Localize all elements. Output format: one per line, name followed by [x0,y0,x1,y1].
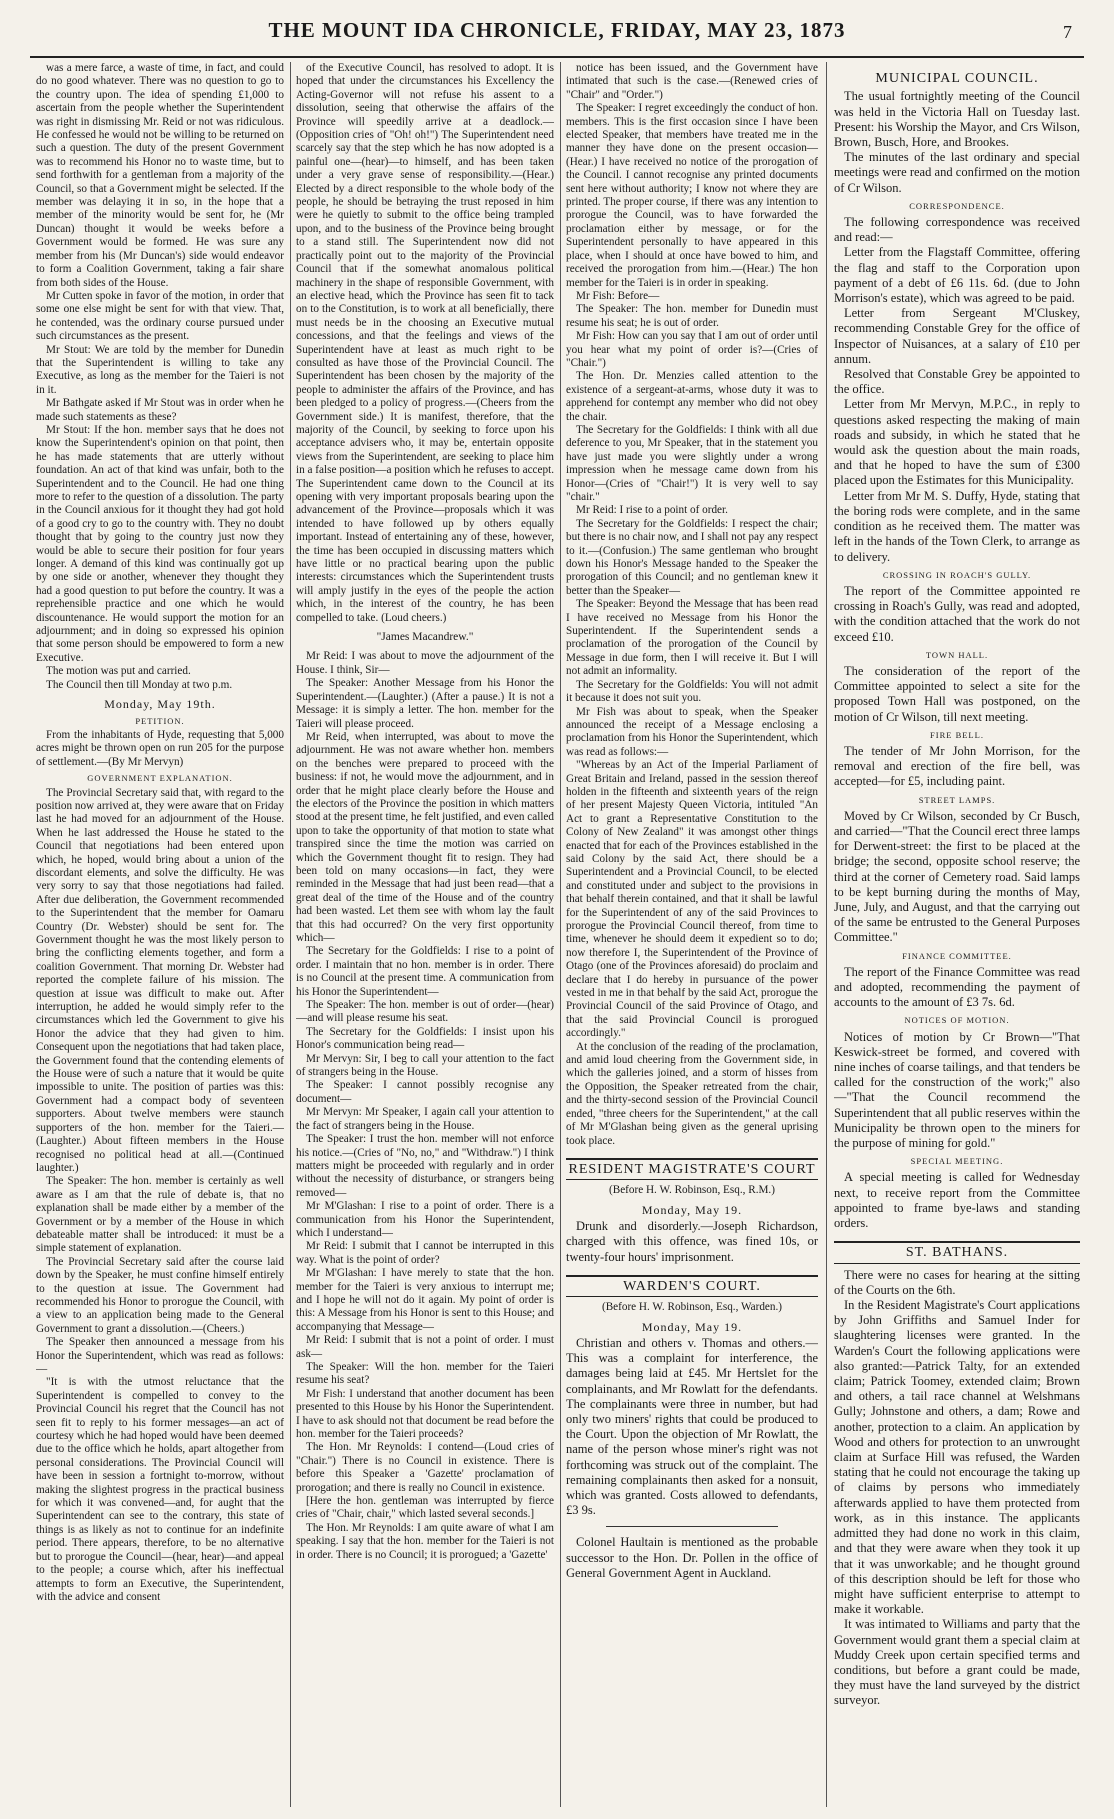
paragraph: Mr Fish: Before— [576,289,660,302]
column-1 [36,62,284,1807]
paragraph: The Secretary for the Goldfields: I think with all due deference to you, Mr Speaker, that in the statement you have just made you were slightly under a wrong impression when he message came down from his Honor—(Cries of "Chair!") It is very well to say "chair." [566,423,818,503]
paragraph: Letter from the Flagstaff Committee, offering the flag and staff to the Corporation upon payment of a debt of £6 11s. 6d. (due to John Morrison's estate), which was agreed to be paid. [834,245,1080,306]
court-report [566,1336,818,1518]
paragraph: was a mere farce, a waste of time, in fact, and could do no good whatever. There was no question to go to the country upon. The idea of spending £1,000 to ascertain from the people whether the Superintendent was right in dismissing Mr. Reid or not was ridiculous. He confessed he would not be willing to be returned on such a question. The duty of the present Government was to recommend his Honor no to waste time, but to send forthwith for a gentleman from a majority of the Council, so that a Government might be selected. If the member was delaying it in so, in the hope that a member of the minority would be sent for, he (Mr Duncan) thought it would be weeks before a Government would be formed. He was sure any member from his (Mr Duncan's) side would endeavor to form a Coalition Government, taking a fair share from both sides of the House. [36,62,284,289]
paragraph: Mr Reid, when interrupted, was about to move the adjournment. He was not aware whether hon. members on the benches were prepared to proceed with the business: if not, he would move the adjournment, and in order that he might place clearly before the House and the electors of the Province the position in which matters stood at the present time, he felt justified, and even called upon to take the opportunity of that motion to state what transpired since the time the motion was carried on which the Government thought fit to resign. They had been told on many occasions—in fact, they were reminded in the Message that had just been read—that a great deal of the time of the House and of the country had been wasted. Let them see with whom lay the fault that this had occurred? On the very first opportunity which— [296,730,554,944]
paragraph: Mr Stout: If the hon. member says that he does not know the Superintendent's opinion on that point, then he has made statements that are utterly without foundation. An act of that kind was unfair, both to the Superintendent and to the Council. He had one thing more to refer to the question of a dissolution. The party in the Council anxious for it thought they had got hold of a good cry to go to the country with. They no doubt thought that by going to the country just now they would be able to secure their position for four years longer. A demand of this kind was continually got up by one side or another, whenever they thought they had a good question to put before the country. It was a reprehensible practice and one which he would discountenance. He would support the motion for an adjournment; and in doing so expressed his opinion that some person should be empowered to form a new Executive. [36,423,284,664]
paragraph: Mr Reid: I submit that I cannot be interrupted in this way. What is the point of order? [296,1240,554,1266]
paragraph: The Speaker: The hon. member for Dunedin must resume his seat; he is out of order. [566,303,818,329]
masthead-title: THE MOUNT IDA CHRONICLE, FRIDAY, MAY 23, 1873 [268,18,846,42]
divider [606,1526,778,1527]
court-before: (Before H. W. Robinson, Esq., Warden.) [601,1301,783,1314]
court-report [566,1219,818,1265]
paragraph: notice has been issued, and the Government have intimated that such is the case.—(Renewed cries of "Chair" and "Order.") [566,62,818,101]
paragraph: The Speaker: The hon. member is out of order—(hear)—and will please resume his seat. [296,999,554,1025]
section-subhead: FINANCE COMMITTEE. [902,950,1012,961]
paragraph: [Here the hon. gentleman was interrupted by fierce cries of "Chair, chair," which lasted several seconds.] [296,1495,554,1521]
section-subhead: SPECIAL MEETING. [910,1156,1004,1167]
section-subhead: CORRESPONDENCE. [909,200,1005,211]
paragraph: "It is with the utmost reluctance that the Superintendent is compelled to convey to the Provincial Council his regret that the Council has not seen fit to reply to his former messages—an act of courtesy which he had hoped would have been deemed due to the office which he holds, apart altogether from personal considerations. The Provincial Council will have been in session a fortnight to-morrow, without making the slightest progress in the practical business for which it was convened—and, for aught that the Superintendent can see to the contrary, this state of things is as likely as not to continue for an indefinite period. There appears, therefore, to be no alternative but to prorogue the Council—(hear, hear)—and appeal to the people; a course which, after his ineffectual attempts to form an Executive, the Superintendent, with the advice and consent [36,1376,284,1603]
paragraph: Colonel Haultain is mentioned as the probable successor to the Hon. Dr. Pollen in the office of General Government Agent in Auckland. [566,1535,818,1580]
paragraph: The motion was put and carried. [46,665,191,678]
paragraph: Mr M'Glashan: I have merely to state that the hon. member for the Taieri is very anxious to interrupt me; and I hope he will not do it again. My point of order is this: A Message from his Honor is sent to this House; and accompanying that Message— [296,1267,554,1333]
paragraph: The following correspondence was received and read:— [834,215,1080,245]
paragraph: Letter from Mr Mervyn, M.P.C., in reply to questions asked respecting the making of main roads and subsidy, in which he stated that he would ask the question about the main roads, and that he hoped to have the sum of £300 placed upon the Estimates for this Municipality. [834,397,1080,488]
paragraph: Mr Fish: I understand that another document has been presented to this House by his Honor the Superintendent. I have to ask should not that document be read before the hon. member for the Taieri proceeds? [296,1387,554,1441]
paragraph: The tender of Mr John Morrison, for the removal and erection of the fire bell, was accepted—for £5, including paint. [834,743,1080,789]
paragraph: The Speaker: I trust the hon. member will not enforce his notice.—(Cries of "No, no," and "Withdraw.") I think matters might be proceeded with regularly and in order without the necessity of disturbance, or strangers being removed— [296,1133,554,1199]
paragraph: Mr Fish was about to speak, when the Speaker announced the receipt of a Message enclosing a proclamation from his Honor the Superintendent, which was read as follows:— [566,705,818,758]
section-subhead: PETITION. [135,715,185,726]
paragraph: The Speaker: Another Message from his Honor the Superintendent.—(Laughter.) (After a pause.) It is not a Message: it is simply a letter. The hon. member for the Taieri will please proceed. [296,677,554,730]
paragraph: The minutes of the last ordinary and special meetings were read and confirmed on the motion of Cr Wilson. [834,150,1080,195]
paragraph: Mr Reid: I submit that is not a point of order. I must ask— [296,1334,554,1360]
page-number: 7 [1063,22,1072,42]
paragraph: Mr Bathgate asked if Mr Stout was in order when he made such statements as these? [36,397,284,423]
paragraph: Moved by Cr Wilson, seconded by Cr Busch, and carried—"That the Council erect three lamps for Derwent-street: the first to be placed at the bridge; the second, opposite school reserve; the third at the corner of Cemetery road. Said lamps to be kept burning during the months of May, June, July, and August, and that the carrying out of the same be entrusted to the General Purposes Committee." [834,808,1080,945]
section-subhead: FIRE BELL. [930,729,984,740]
paragraph: From the inhabitants of Hyde, requesting that 5,000 acres might be thrown open on run 205 for the purpose of settlement.—(By Mr Mervyn) [36,728,284,768]
paragraph: Mr Mervyn: Mr Speaker, I again call your attention to the fact of strangers being in the House. [296,1106,554,1132]
paragraph: The Speaker: I cannot possibly recognise any document— [296,1079,554,1105]
paragraph: The usual fortnightly meeting of the Council was held in the Victoria Hall on Tuesday last. Present: his Worship the Mayor, and Crs Wilson, Brown, Busch, Hore, and Brookes. [834,89,1080,150]
masthead-rule [30,56,1084,58]
signature: "James Macandrew." [376,631,474,644]
paragraph: The consideration of the report of the Committee appointed to select a site for the proposed Town Hall was postponed, on the motion of Cr Wilson, till next meeting. [834,663,1080,724]
paragraph: The report of the Finance Committee was read and adopted, recommending the payment of accounts to the amount of £3 7s. 6d. [834,964,1080,1010]
st-bathans-report [834,1268,1080,1709]
section-subhead: TOWN HALL. [925,649,989,660]
paragraph: It was intimated to Williams and party that the Government would grant them a special claim at Muddy Creek upon certain specified terms and conditions, but before a grant could be made, they must have the land surveyed by the district surveyor. [834,1617,1080,1708]
paragraph: The Hon. Mr Reynolds: I contend—(Loud cries of "Chair.") There is no Council in existence. There is before this Speaker a 'Gazette' proclamation of prorogation; and there is really no Council in existence. [296,1441,554,1494]
paragraph: The Secretary for the Goldfields: You will not admit it because it does not suit you. [566,678,818,705]
paragraph: Letter from Sergeant M'Cluskey, recommending Constable Grey for the office of Inspector of Nuisances, at a salary of £10 per annum. [834,306,1080,366]
section-subhead: NOTICES OF MOTION. [904,1015,1010,1026]
dateline: Monday, May 19. [641,1319,743,1334]
paragraph: Mr Fish: How can you say that I am out of order until you hear what my point of order is?—(Cries of "Chair.") [566,330,818,369]
paragraph: The Speaker then announced a message from his Honor the Superintendent, which was read as follows:— [36,1336,284,1375]
council-report [834,89,1080,1231]
paragraph: The Speaker: I regret exceedingly the conduct of hon. members. This is the first occasion since I have been elected Speaker, that members have treated me in the manner they have done on the present occasion—(Hear.) I have received no notice of the prorogation of the Council. I cannot recognise any printed documents sent here without authority; I know not where they are printed. The proper course, if there was any intention to prorogue the Council, was to have forwarded the proclamation either by message, or for the Superintendent personally to have appeared in this place, when I should at once have bowed to him, and received the prorogation from him.—(Hear.) The hon member for the Taieri is in order in speaking. [566,102,818,289]
paragraph: The Council then till Monday at two p.m. [46,678,233,691]
column-divider [290,62,291,1807]
masthead [0,18,1114,52]
paragraph: Resolved that Constable Grey be appointed to the office. [834,367,1080,397]
paragraph: The Provincial Secretary said after the course laid down by the Speaker, he must confine himself entirely to the question at issue. The Government had recommended his Honor to prorogue the Council, with a view to an application being made to the General Government to grant a dissolution.—(Cheers.) [36,1255,284,1335]
paragraph: The Secretary for the Goldfields: I respect the chair; but there is no chair now, and I shall not pay any respect to it.—(Confusion.) The same gentleman who brought down his Honor's Message handed to the Speaker the prorogation of this Council; and no gentleman knew it better than the Speaker— [566,517,818,597]
paragraph: The Hon. Dr. Menzies called attention to the existence of a sergeant-at-arms, whose duty it was to apprehend for contempt any member who did not obey the chair. [566,370,818,423]
paragraph: Christian and others v. Thomas and others.—This was a complaint for interference, the damages being laid at £45. Mr Hertslet for the complainants, and Mr Rowlatt for the defendants. The complainants were three in number, but had only two miners' rights that could be produced to the Court. Upon the objection of Mr Rowlatt, the name of the person whose miner's right was not forthcoming was struck out of the complaint. The remaining complainants then asked for a nonsuit, which was granted. Costs allowed to defendants, £3 9s. [566,1335,818,1518]
paragraph: of the Executive Council, has resolved to adopt. It is hoped that under the circumstances his Excellency the Acting-Governor will not refuse his assent to a dissolution, seeing that otherwise the affairs of the Province will speedily arrive at a deadlock.—(Opposition cries of "Oh! oh!") The Superintendent need scarcely say that the step which he has now adopted is a painful one—(hear)—to himself, and has been taken under a very grave sense of responsibility.—(Hear.) Elected by a direct responsible to the whole body of the people, he should be betraying the trust reposed in him were he quietly to submit to the office being trampled upon, and to the business of the Province being brought to a stand still. The Superintendent now did not practically point out to the majority of the Provincial Council that if the somewhat anomalous political machinery in the shape of responsible Government, with an elective head, which the Province has seen fit to tack on to the Constitution, is to work at all beneficially, there must needs be in the choosing an Executive mutual concessions, and that the feelings and views of the Superintendent have at least as much right to be consulted as have those of the Provincial Council. The Superintendent has been chosen by the majority of the people to administer the affairs of the Province, and has been pledged to a policy of progress.—(Cheers from the Government side.) It is manifest, therefore, that the majority of the Council, by seeking to force upon his acceptance advisers who, it may be, entertain opposite views from the Superintendent, are seeking to place him in a false position—a position which he refuses to accept. The Superintendent came down to the Council at its opening with very important proposals bearing upon the advancement of the Province—proposals which it was intended to have followed up by others equally important. Instead of entertaining any of these, however, the time has been occupied in discussing matters which have little or no practical bearing upon the public interests: circumstances which the Superintendent trusts will amply justify in the eyes of the people the action which, in the interest of the country, he has been compelled to take. (Loud cheers.) [296,62,554,624]
column-3 [566,62,818,1807]
paragraph: The Speaker: The hon. member is certainly as well aware as I am that the rule of debate is, that no explanation shall be made either by a member of the Government or by a member of the House in which debateable matter shall be introduced: it must be a simple statement of explanation. [36,1175,284,1255]
section-subhead: CROSSING IN ROACH'S GULLY. [882,569,1032,580]
paragraph: Mr Reid: I rise to a point of order. [576,504,728,517]
paragraph: The report of the Committee appointed re crossing in Roach's Gully, was read and adopted, with the condition attached that the work do not exceed £10. [834,583,1080,644]
paragraph: The Speaker: Beyond the Message that has been read I have received no Message from his Honor the Superintendent. If the Superintendent sends a proclamation of the prorogation of the Council by Message in due form, then I will receive it. But I will not admit an informality. [566,598,818,678]
column-2 [296,62,554,1807]
paragraph: There were no cases for hearing at the sitting of the Courts on the 6th. [834,1267,1080,1297]
paragraph: The Secretary for the Goldfields: I insist upon his Honor's communication being read— [296,1025,554,1052]
paragraph: Notices of motion by Cr Brown—"That Keswick-street be formed, and covered with nine inches of coarse tailings, and that tenders be called for the construction of the work;" also—"That the Council recommend the Superintendent that all public reserves within the Municipality be thrown open to the miners for the purpose of mining for gold." [834,1029,1080,1151]
paragraph: The Speaker: Will the hon. member for the Taieri resume his seat? [296,1361,554,1387]
section-subhead: STREET LAMPS. [918,794,996,805]
paragraph: Drunk and disorderly.—Joseph Richardson, charged with this offence, was fined 10s, or twenty-four hours' imprisonment. [566,1219,818,1264]
paragraph: Letter from Mr M. S. Duffy, Hyde, stating that the boring rods were complete, and in the same condition as he received them. The matter was left in the hands of the Town Clerk, to arrange as to delivery. [834,488,1080,564]
section-heading: ST. BATHANS. [834,1241,1080,1263]
court-before: (Before H. W. Robinson, Esq., R.M.) [609,1184,775,1197]
paragraph: Mr Cutten spoke in favor of the motion, in order that some one else might be sent for with that view. That, he contended, was the ordinary course pursued under such circumstances as the present. [36,289,284,343]
dateline: Monday, May 19th. [104,697,216,712]
section-heading: WARDEN'S COURT. [566,1275,818,1297]
paragraph: Mr Mervyn: Sir, I beg to call your attention to the fact of strangers being in the House. [296,1052,554,1079]
column-divider [826,62,827,1807]
section-heading: RESIDENT MAGISTRATE'S COURT [566,1158,818,1180]
paragraph: At the conclusion of the reading of the proclamation, and amid loud cheering from the Government side, in which the galleries joined, and a storm of hisses from the Opposition, the Speaker retreated from the chair, and the thirty-second session of the Provincial Council ended, "three cheers for the Superintendent," at the call of Mr M'Glashan being given as the general uprising took place. [566,1040,818,1147]
paragraph: A special meeting is called for Wednesday next, to receive report from the Committee appointed to frame bye-laws and standing orders. [834,1170,1080,1231]
paragraph: Mr M'Glashan: I rise to a point of order. There is a communication from his Honor the Superintendent, which I understand— [296,1200,554,1239]
paragraph: In the Resident Magistrate's Court applications by John Griffiths and Samuel Inder for slaughtering licenses were granted. In the Warden's Court the following applications were also granted:—Patrick Talty, for an extended claim; Patrick Toomey, extended claim; Brown and others, a tail race channel at Welshmans Gully; Johnstone and others, a dam; Rowe and another, protection to a claim. An application by Wood and others for protection to an unwrought claim at Surface Hill was refused, the Warden stating that he could not encourage the taking up of claims by persons who immediately afterwards applied to have them protected from work, as in this instance. The applicants admitted they had done no work in this claim, and that they were aware when they took it up that it was unworkable; and he thought ground of this description should be left for those who might have sufficient enterprise to attempt to make it workable. [834,1298,1080,1617]
column-4 [834,62,1080,1807]
paragraph: The Secretary for the Goldfields: I rise to a point of order. I maintain that no hon. member is in order. There is no Council at the present time. A communication from his Honor the Superintendent— [296,945,554,998]
paragraph: The Provincial Secretary said that, with regard to the position now arrived at, they were aware that on Friday last he had moved for an adjournment of the House. When he last addressed the House he stated to the Council that negotiations had been entered upon which, he hoped, would bring about a union of the discordant elements, and solve the difficulty. He was very sorry to say that those negotiations had failed. After due deliberation, the Government recommended to the Superintendent that the member for Oamaru Country (Dr. Webster) should be sent for. The Government thought he was the most likely person to bring the conflicting elements together, and form a coalition Government. That morning Dr. Webster had reported the complete failure of his mission. The question at issue was difficult to make out. After interruption, he added he would simply refer to the circumstances which led the Government to give his Honor the advice that they had given to him. Consequent upon the negotiations that had taken place, the Government found that the contending elements of the House were of such a nature that it would be quite impossible to unite. The position of parties was this: Government had a compact body of seventeen supporters. About twelve members were staunch supporters of the hon. member for the Taieri.—(Laughter.) About fifteen members in the House recognised no political head at all.—(Continued laughter.) [36,786,284,1174]
section-subhead: GOVERNMENT EXPLANATION. [87,773,233,784]
dateline: Monday, May 19. [641,1202,743,1217]
paragraph: Mr Stout: We are told by the member for Dunedin that the Superintendent is willing to take any Executive, as long as the member for the Taieri is not in it. [36,343,284,396]
section-heading: MUNICIPAL COUNCIL. [875,71,1039,86]
paragraph: "Whereas by an Act of the Imperial Parliament of Great Britain and Ireland, passed in the session thereof holden in the fifteenth and sixteenth years of the reign of her present Majesty Queen Victoria, intituled "An Act to grant a Representative Constitution to the Colony of New Zealand" it was amongst other things enacted that for each of the Provinces established in the said Colony by the said Act, there should be a Superintendent and a Provincial Council, to be elected and constituted under and subject to the provisions in that behalf therein contained, and that it shall be lawful for the Superintendent of any of the said Provinces to prorogue the Provincial Council thereof, from time to time, whenever he should deem it expedient so to do; now therefore I, the Superintendent of the Province of Otago (one of the Provinces aforesaid) do proclaim and declare that I do hereby in pursuance of the power vested in me in that behalf by the said Act, prorogue the Provincial Council of the said Province of Otago, and that the said Provincial Council is prorogued accordingly." [566,759,818,1040]
column-divider [560,62,561,1807]
paragraph: The Hon. Mr Reynolds: I am quite aware of what I am speaking. I say that the hon. member for the Taieri is not in order. There is no Council; it is prorogued; a 'Gazette' [296,1521,554,1561]
news-item [566,1535,818,1581]
paragraph: Mr Reid: I was about to move the adjournment of the House. I think, Sir— [296,650,554,676]
